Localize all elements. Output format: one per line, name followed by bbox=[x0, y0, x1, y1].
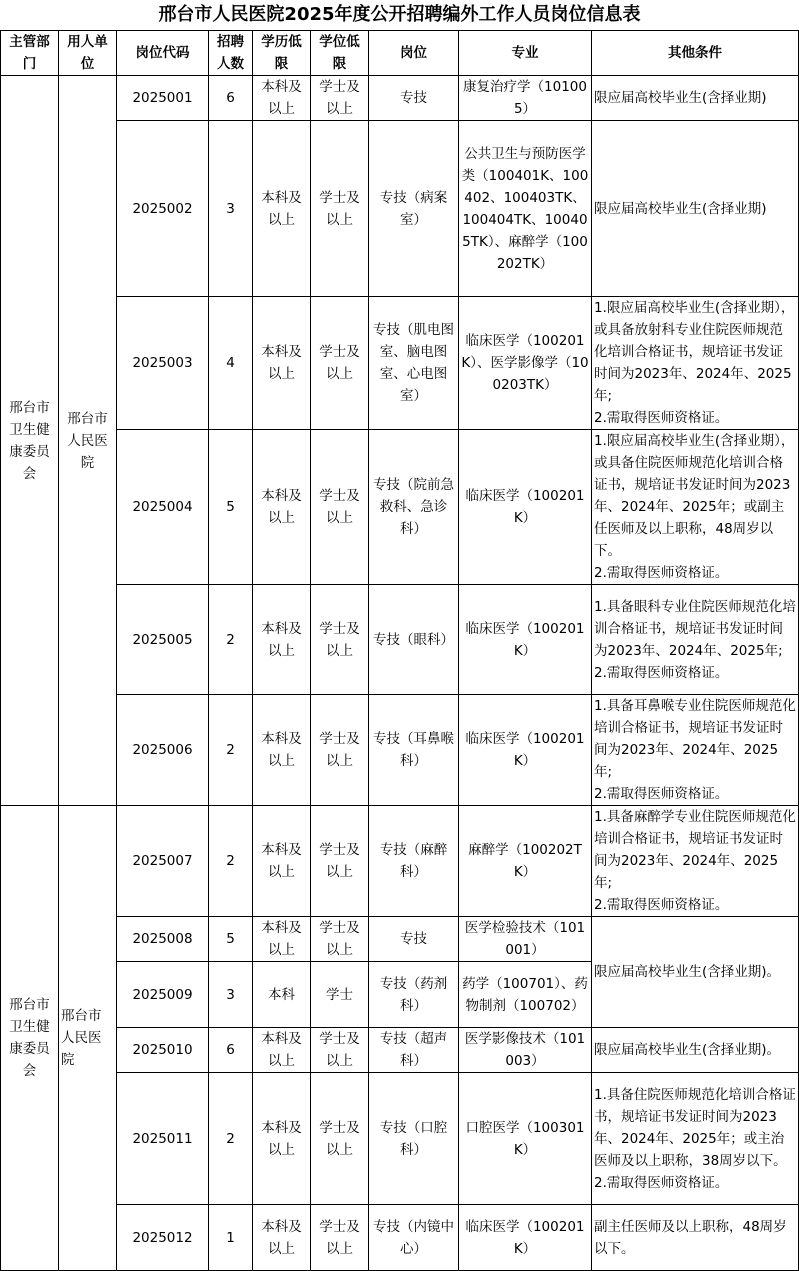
table-row bbox=[1, 1205, 799, 1271]
num-cell: 6 bbox=[209, 76, 253, 121]
degree-cell: 学士 bbox=[311, 962, 369, 1028]
degree-cell: 学士及以上 bbox=[311, 430, 369, 585]
edu-cell: 本科及以上 bbox=[253, 121, 311, 297]
num-cell: 2 bbox=[209, 1073, 253, 1205]
code-cell: 2025002 bbox=[117, 121, 209, 297]
post-cell: 专技（超声科） bbox=[369, 1028, 459, 1073]
degree-cell: 学士及以上 bbox=[311, 695, 369, 806]
major-cell: 药学（100701）、药物制剂（100702） bbox=[459, 962, 592, 1028]
table-row bbox=[1, 121, 799, 297]
num-cell: 2 bbox=[209, 585, 253, 695]
edu-cell: 本科及以上 bbox=[253, 297, 311, 430]
code-cell: 2025010 bbox=[117, 1028, 209, 1073]
code-cell: 2025003 bbox=[117, 297, 209, 430]
edu-cell: 本科及以上 bbox=[253, 695, 311, 806]
post-cell: 专技（内镜中心） bbox=[369, 1205, 459, 1271]
code-cell: 2025001 bbox=[117, 76, 209, 121]
major-cell: 临床医学（100201K）、医学影像学（100203TK） bbox=[459, 297, 592, 430]
post-cell: 专技（病案室） bbox=[369, 121, 459, 297]
degree-cell: 学士及以上 bbox=[311, 1205, 369, 1271]
post-cell: 专技（眼科） bbox=[369, 585, 459, 695]
major-cell: 口腔医学（100301K） bbox=[459, 1073, 592, 1205]
condition-cell: 1.限应届高校毕业生(含择业期），或具备放射科专业住院医师规范化培训合格证书，规培证书发证时间为2023年、2024年、2025年; 2.需取得医师资格证。 bbox=[592, 297, 799, 430]
table-row bbox=[1, 806, 799, 917]
condition-cell: 限应届高校毕业生(含择业期) bbox=[592, 121, 799, 297]
degree-cell: 学士及以上 bbox=[311, 917, 369, 962]
condition-cell: 1.限应届高校毕业生(含择业期），或具备住院医师规范化培训合格证书，规培证书发证时间为2023年、2024年、2025年；或副主任医师及以上职称，48周岁以下。 2.需取得医师资格证。 bbox=[592, 430, 799, 585]
condition-cell: 限应届高校毕业生(含择业期)。 bbox=[592, 917, 799, 1028]
condition-cell: 1.具备住院医师规范化培训合格证书，规培证书发证时间为2023年、2024年、2025年；或主治医师及以上职称，38周岁以下。 2.需取得医师资格证。 bbox=[592, 1073, 799, 1205]
num-cell: 2 bbox=[209, 806, 253, 917]
post-cell: 专技 bbox=[369, 917, 459, 962]
edu-cell: 本科及以上 bbox=[253, 76, 311, 121]
num-cell: 5 bbox=[209, 917, 253, 962]
code-cell: 2025004 bbox=[117, 430, 209, 585]
major-cell: 麻醉学（100202TK） bbox=[459, 806, 592, 917]
edu-cell: 本科及以上 bbox=[253, 585, 311, 695]
degree-cell: 学士及以上 bbox=[311, 806, 369, 917]
code-cell: 2025011 bbox=[117, 1073, 209, 1205]
header-cell: 岗位代码 bbox=[117, 31, 209, 76]
major-cell: 临床医学（100201K） bbox=[459, 1205, 592, 1271]
major-cell: 公共卫生与预防医学类（100401K、100402、100403TK、100404TK、100405TK）、麻醉学（100202TK） bbox=[459, 121, 592, 297]
dept-cell: 邢台市卫生健康委员会 bbox=[1, 806, 59, 1271]
num-cell: 3 bbox=[209, 962, 253, 1028]
post-cell: 专技 bbox=[369, 76, 459, 121]
table-row bbox=[1, 585, 799, 695]
num-cell: 2 bbox=[209, 695, 253, 806]
post-cell: 专技（院前急救科、急诊科） bbox=[369, 430, 459, 585]
condition-cell: 副主任医师及以上职称，48周岁以下。 bbox=[592, 1205, 799, 1271]
header-cell: 招聘人数 bbox=[209, 31, 253, 76]
edu-cell: 本科及以上 bbox=[253, 1073, 311, 1205]
edu-cell: 本科及以上 bbox=[253, 806, 311, 917]
code-cell: 2025006 bbox=[117, 695, 209, 806]
header-cell: 学位低限 bbox=[311, 31, 369, 76]
header-row bbox=[1, 31, 799, 76]
edu-cell: 本科及以上 bbox=[253, 917, 311, 962]
post-cell: 专技（口腔科） bbox=[369, 1073, 459, 1205]
degree-cell: 学士及以上 bbox=[311, 121, 369, 297]
post-cell: 专技（肌电图室、脑电图室、心电图室） bbox=[369, 297, 459, 430]
condition-cell: 1.具备耳鼻喉专业住院医师规范化培训合格证书，规培证书发证时间为2023年、2024年、2025年; 2.需取得医师资格证。 bbox=[592, 695, 799, 806]
degree-cell: 学士及以上 bbox=[311, 585, 369, 695]
condition-cell: 限应届高校毕业生(含择业期) bbox=[592, 76, 799, 121]
dept-cell: 邢台市卫生健康委员会 bbox=[1, 76, 59, 806]
edu-cell: 本科 bbox=[253, 962, 311, 1028]
code-cell: 2025007 bbox=[117, 806, 209, 917]
table-row bbox=[1, 76, 799, 121]
table-row bbox=[1, 1073, 799, 1205]
degree-cell: 学士及以上 bbox=[311, 1073, 369, 1205]
post-cell: 专技（麻醉科） bbox=[369, 806, 459, 917]
edu-cell: 本科及以上 bbox=[253, 1205, 311, 1271]
page-title: 邢台市人民医院2025年度公开招聘编外工作人员岗位信息表 bbox=[158, 4, 641, 25]
post-cell: 专技（药剂科） bbox=[369, 962, 459, 1028]
header-cell: 用人单位 bbox=[59, 31, 117, 76]
num-cell: 1 bbox=[209, 1205, 253, 1271]
degree-cell: 学士及以上 bbox=[311, 76, 369, 121]
header-cell: 岗位 bbox=[369, 31, 459, 76]
table-row bbox=[1, 297, 799, 430]
num-cell: 4 bbox=[209, 297, 253, 430]
major-cell: 临床医学（100201K） bbox=[459, 430, 592, 585]
num-cell: 3 bbox=[209, 121, 253, 297]
code-cell: 2025005 bbox=[117, 585, 209, 695]
major-cell: 临床医学（100201K） bbox=[459, 585, 592, 695]
table-row bbox=[1, 430, 799, 585]
degree-cell: 学士及以上 bbox=[311, 297, 369, 430]
major-cell: 临床医学（100201K） bbox=[459, 695, 592, 806]
condition-cell: 1.具备眼科专业住院医师规范化培训合格证书，规培证书发证时间为2023年、2024年、2025年; 2.需取得医师资格证。 bbox=[592, 585, 799, 695]
header-cell: 主管部门 bbox=[1, 31, 59, 76]
header-cell: 专业 bbox=[459, 31, 592, 76]
table-row bbox=[1, 1028, 799, 1073]
major-cell: 康复治疗学（101005） bbox=[459, 76, 592, 121]
major-cell: 医学影像技术（101003） bbox=[459, 1028, 592, 1073]
job-table bbox=[0, 30, 799, 1271]
header-cell: 学历低限 bbox=[253, 31, 311, 76]
edu-cell: 本科及以上 bbox=[253, 430, 311, 585]
condition-cell: 限应届高校毕业生(含择业期)。 bbox=[592, 1028, 799, 1073]
code-cell: 2025009 bbox=[117, 962, 209, 1028]
num-cell: 5 bbox=[209, 430, 253, 585]
table-row bbox=[1, 695, 799, 806]
post-cell: 专技（耳鼻喉科） bbox=[369, 695, 459, 806]
header-cell: 其他条件 bbox=[592, 31, 799, 76]
code-cell: 2025008 bbox=[117, 917, 209, 962]
degree-cell: 学士及以上 bbox=[311, 1028, 369, 1073]
table-row bbox=[1, 917, 799, 962]
condition-cell: 1.具备麻醉学专业住院医师规范化培训合格证书，规培证书发证时间为2023年、2024年、2025年; 2.需取得医师资格证。 bbox=[592, 806, 799, 917]
major-cell: 医学检验技术（101001） bbox=[459, 917, 592, 962]
edu-cell: 本科及以上 bbox=[253, 1028, 311, 1073]
code-cell: 2025012 bbox=[117, 1205, 209, 1271]
num-cell: 6 bbox=[209, 1028, 253, 1073]
unit-cell: 邢台市人民医院 bbox=[59, 806, 117, 1271]
unit-cell: 邢台市人民医院 bbox=[59, 76, 117, 806]
